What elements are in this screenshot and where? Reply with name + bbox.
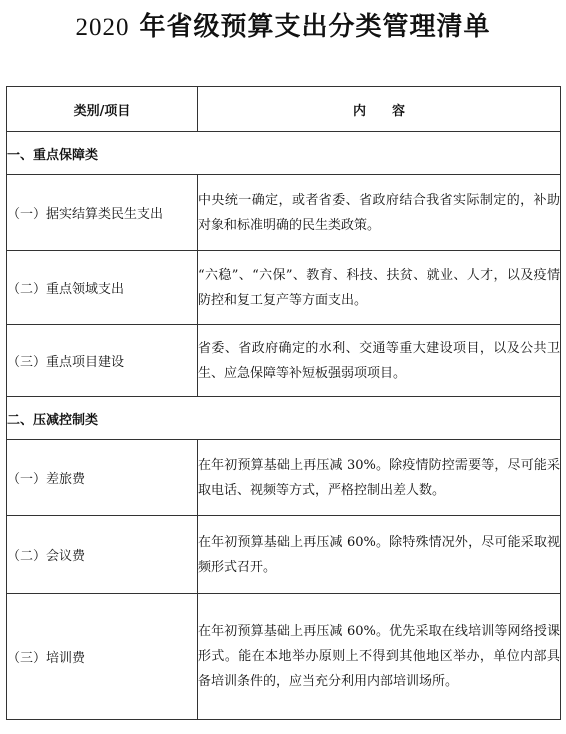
row-content: 在年初预算基础上再压减 60%。除特殊情况外，尽可能采取视频形式召开。 xyxy=(198,516,561,594)
row-content: 在年初预算基础上再压减 60%。优先采取在线培训等网络授课形式。能在本地举办原则上不得到其他地区举办，单位内部具备培训条件的，应当充分利用内部培训场所。 xyxy=(198,594,561,720)
table-row xyxy=(7,175,561,251)
row-content: “六稳”、“六保”、教育、科技、扶贫、就业、人才，以及疫情防控和复工复产等方面支出。 xyxy=(198,251,561,325)
section-heading-2: 二、压减控制类 xyxy=(7,397,561,440)
budget-table xyxy=(6,86,561,720)
table-row xyxy=(7,440,561,516)
section-row-2 xyxy=(7,397,561,440)
table-row xyxy=(7,251,561,325)
row-content: 在年初预算基础上再压减 30%。除疫情防控需要等，尽可能采取电话、视频等方式，严格控制出差人数。 xyxy=(198,440,561,516)
row-category: （一）据实结算类民生支出 xyxy=(7,175,198,251)
row-category: （三）培训费 xyxy=(7,594,198,720)
header-content: 内 容 xyxy=(198,87,561,132)
row-category: （一）差旅费 xyxy=(7,440,198,516)
table-row xyxy=(7,594,561,720)
row-content: 省委、省政府确定的水利、交通等重大建设项目，以及公共卫生、应急保障等补短板强弱项项目。 xyxy=(198,325,561,397)
table-header-row xyxy=(7,87,561,132)
title-text: 年省级预算支出分类管理清单 xyxy=(139,12,491,42)
row-category: （二）会议费 xyxy=(7,516,198,594)
title-year: 2020 xyxy=(75,14,130,41)
row-category: （二）重点领域支出 xyxy=(7,251,198,325)
table-row xyxy=(7,516,561,594)
header-category: 类别/项目 xyxy=(7,87,198,132)
row-content: 中央统一确定，或者省委、省政府结合我省实际制定的，补助对象和标准明确的民生类政策。 xyxy=(198,175,561,251)
section-row-1 xyxy=(7,132,561,175)
row-category: （三）重点项目建设 xyxy=(7,325,198,397)
page-title xyxy=(0,6,566,43)
table-row xyxy=(7,325,561,397)
section-heading-1: 一、重点保障类 xyxy=(7,132,561,175)
